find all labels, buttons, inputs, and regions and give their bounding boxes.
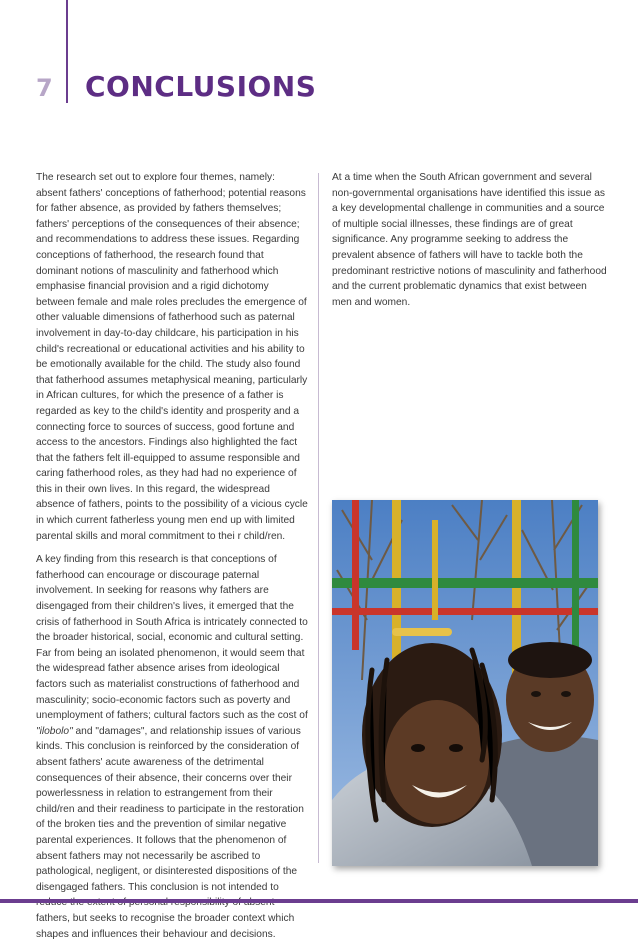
right-paragraph-1: At a time when the South African government and several non-governmental organisations have identified this issue as a key developmental challenge in communities and a source of multiple social illnesses, these findings are of great significance. Any programme seeking to address the prevalent absence of fathers will have to tackle both the predominant restrictive notions of masculinity and fatherhood and the current problematic dynamics that exist between men and women. — [332, 172, 607, 308]
right-column — [332, 170, 608, 310]
father-daughter-photo — [332, 500, 598, 866]
ilobolo-term: "ilobolo" — [36, 725, 73, 737]
column-divider — [318, 173, 319, 863]
left-column — [36, 170, 308, 942]
left-paragraph-2-text-b: and "damages", and relationship issues of various kinds. This conclusion is reinforced by the consideration of absent fathers' acute awareness of the detrimental consequences of their absence, their concerns over their powerlessness in relation to estrangement from their child/ren and their readiness to participate in the restoration of the broken ties and the prevention of similar negative parental experiences. It follows that the phenomenon of absent fathers may not necessarily be ascribed to pathological, negligent, or disinterested dispositions of the disengaged fathers. This conclusion is not intended to fathers, but seeks to recognise the broader context which shapes and influences their behaviour and decisions. — [36, 725, 304, 940]
chapter-number: 7 — [36, 74, 53, 102]
left-paragraph-2 — [36, 552, 308, 942]
left-paragraph-1: The research set out to explore four themes, namely: absent fathers' conceptions of fatherhood; potential reasons for father absence, as provided by fathers themselves; fathers' perceptions of the consequences of their absence; and recommendations to address these issues. Regarding conceptions of fatherhood, the research found that dominant notions of masculinity and fatherhood which emphasise financial provision and a rigid dichotomy between female and male roles precludes the emergence of other valuable dimensions of fatherhood such as paternal involvement in day-to-day childcare, his participation in his child's recreational or educational activities and his ability to be emotionally available for the child. The study also found that fatherhood assumes metaphysical meaning, particularly in African cultures, for which the presence of a father is regarded as key to the child's identity and prosperity and a connecting force to sources of success, good fortune and access to the ancestors. Findings also highlighted the fact that the fathers felt ill-equipped to assume responsible and caring fatherhood roles, as they had had no experience of this in their own lives. In this regard, the widespread absence of fathers, points to the possibility of a vicious cycle in which current fatherless young men end up with limited parental skills and moral commitment to thei r child/ren. — [36, 172, 308, 542]
left-paragraph-2-text-a: A key finding from this research is that conceptions of fatherhood can encourage or discourage paternal involvement. In seeking for reasons why fathers are disengaged from their children's lives, it emerged that the crisis of fatherhood in South Africa is intricately connected to the broader historical, social, economic and cultural setting. Far from being an isolated phenomenon, it would seem that the widespread father absence arises from ideological factors such as materialist constructions of fatherhood and masculinity; socio-economic factors such as poverty and unemployment of fathers; cultural factors such as the cost of — [36, 554, 308, 722]
header-vertical-rule — [66, 0, 68, 103]
footer-rule — [0, 899, 638, 903]
chapter-title: CONCLUSIONS — [85, 70, 317, 103]
photo-illustration — [332, 500, 598, 866]
